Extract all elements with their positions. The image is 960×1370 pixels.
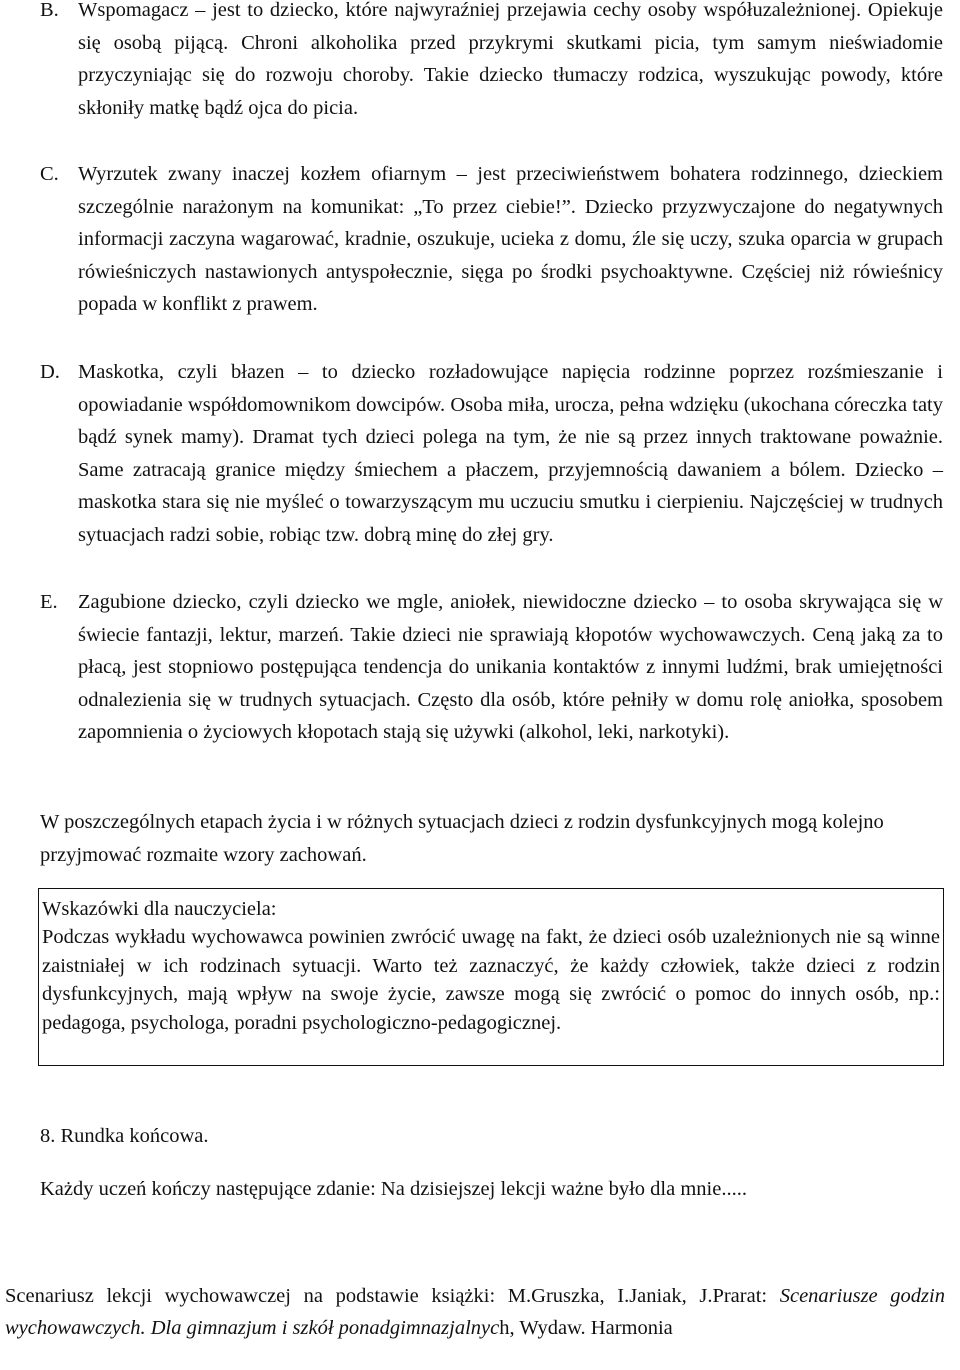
list-item-d: [40, 356, 943, 552]
list-item-c: [40, 158, 943, 321]
footer-book-title: Scenariusze godzin wychowawczych. Dla gimnazjum i szkół ponadgimnazjalnyc: [5, 1285, 945, 1339]
closing-prompt: Każdy uczeń kończy następujące zdanie: Na dzisiejszej lekcji ważne było dla mnie.....: [40, 1178, 747, 1200]
item-marker: D.: [40, 361, 60, 383]
source-footer: [5, 1280, 945, 1344]
item-text: Zagubione dziecko, czyli dziecko we mgle, aniołek, niewidoczne dziecko – to osoba skrywająca się w świecie fantazji, lektur, marzeń. Takie dzieci nie sprawiają kłopotów wychowawczych. Ceną jaką za to płacą, jest stopniowo postępująca tendencja do unikania kontaktów z innymi ludźmi, brak umiejętności odnalezienia się w trudnych sytuacjach. Często dla osób, które pełniły w domu rolę aniołka, sposobem zapomnienia o życiowych kłopotach stają się używki (alkohol, leki, narkotyki).: [78, 591, 943, 744]
item-text: Wspomagacz – jest to dziecko, które najwyraźniej przejawia cechy osoby współuzależnionej. Opiekuje się osobą pijącą. Chroni alkoholika przed przykrymi skutkami picia, tym samym nieświadomie przyczyniając się do rozwoju choroby. Takie dziecko tłumaczy rodzica, wyszukując powody, które skłoniły matkę bądź ojca do picia.: [78, 0, 943, 119]
footer-suffix: h, Wydaw. Harmonia: [499, 1317, 673, 1339]
item-text: Wyrzutek zwany inaczej kozłem ofiarnym – jest przeciwieństwem bohatera rodzinnego, dzieckiem szczególnie narażonym na komunikat: „To przez ciebie!”. Dziecko przyzwyczajone do negatywnych informacji zaczyna wagarować, kradnie, oszukuje, ucieka z domu, źle się uczy, szuka oparcia w grupach rówieśniczych nastawionych antyspołecznie, sięga po środki psychoaktywne. Częściej niż rówieśnicy popada w konflikt z prawem.: [78, 163, 943, 316]
summary-paragraph: W poszczególnych etapach życia i w różnych sytuacjach dzieci z rodzin dysfunkcyjnych mogą kolejno przyjmować rozmaite wzory zachowań.: [40, 811, 884, 866]
footer-prefix: Scenariusz lekcji wychowawczej na podstawie książki: M.Gruszka, I.Janiak, J.Prarat:: [5, 1285, 780, 1307]
item-text: Maskotka, czyli błazen – to dziecko rozładowujące napięcia rodzinne poprzez rozśmieszanie i opowiadanie współdomownikom dowcipów. Osoba miła, urocza, pełna wdzięku (ukochana córeczka taty bądź synek mamy). Dramat tych dzieci polega na tym, że nie są przez innych traktowane poważnie. Same zatracają granice między śmiechem a płaczem, przyjemnością dawaniem a bólem. Dziecko – maskotka stara się nie myśleć o towarzyszącym mu uczuciu smutku i cierpieniu. Najczęściej w trudnych sytuacjach radzi sobie, robiąc tzw. dobrą minę do złej gry.: [78, 361, 943, 546]
teacher-hint-box: [38, 888, 944, 1066]
list-item-e: [40, 586, 943, 749]
section-heading: 8. Rundka końcowa.: [40, 1125, 209, 1147]
item-marker: E.: [40, 591, 58, 613]
teacher-hint-text: Podczas wykładu wychowawca powinien zwrócić uwagę na fakt, że dzieci osób uzależnionych nie są winne zaistniałej w ich rodzinach sytuacji. Warto też zaznaczyć, że każdy człowiek, także dzieci z rodzin dysfunkcyjnych, mają wpływ na swoje życie, zawsze mogą się zwrócić o pomoc do innych osób, np.: pedagoga, psychologa, poradni psychologiczno-pedagogicznej.: [42, 926, 940, 1034]
item-marker: B.: [40, 0, 59, 21]
item-marker: C.: [40, 163, 59, 185]
list-item-b: [40, 0, 943, 124]
teacher-hint-title: Wskazówki dla nauczyciela:: [42, 898, 277, 920]
